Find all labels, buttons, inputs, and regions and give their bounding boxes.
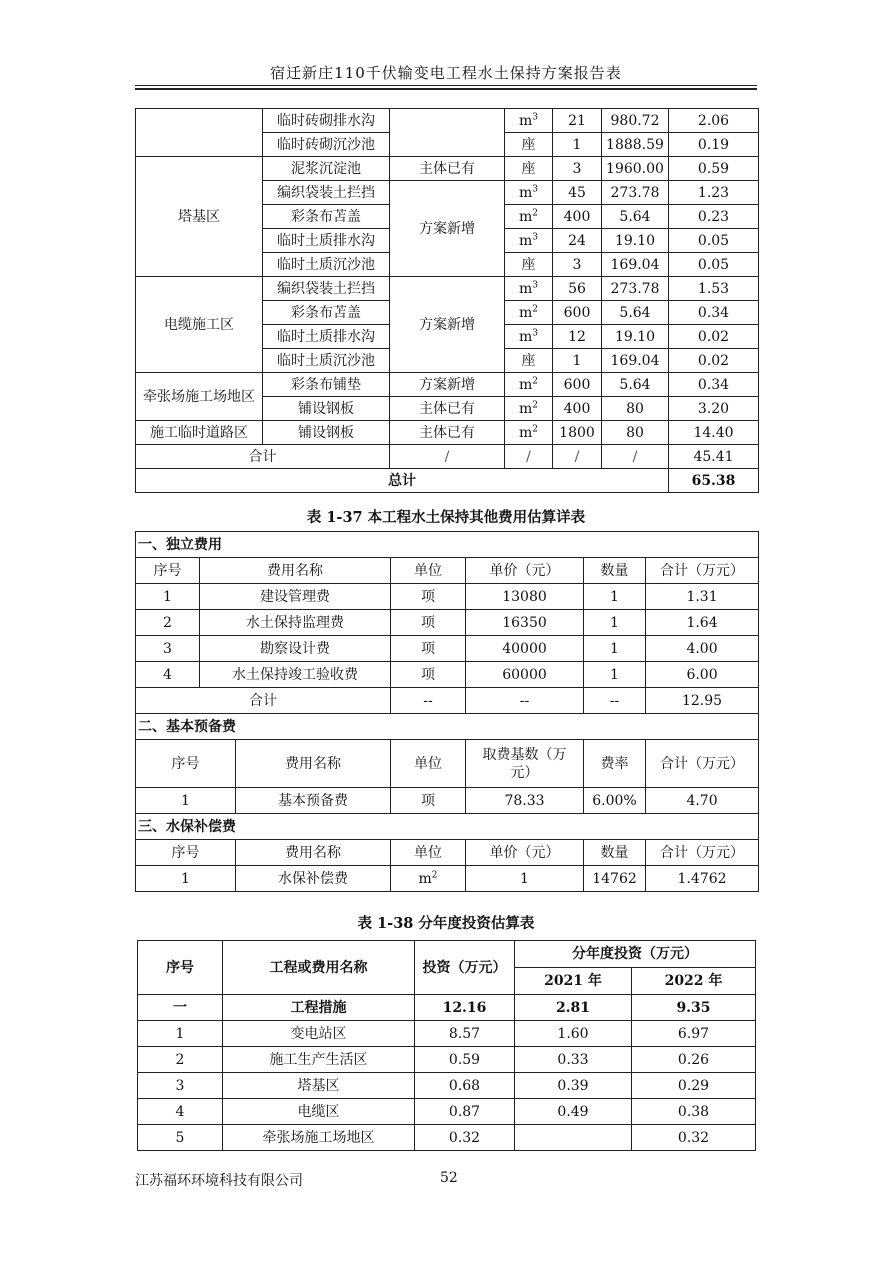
col-header-2021: 2021 年 bbox=[515, 968, 632, 995]
measure-name: 临时土质排水沟 bbox=[263, 229, 390, 253]
col-header-unit: 单位 bbox=[391, 558, 466, 584]
cost-sum: 1.4762 bbox=[646, 866, 759, 892]
unit-cell: $m^3$ bbox=[505, 229, 553, 253]
col-header-sum: 合计（万元） bbox=[646, 740, 759, 788]
cost-cell: 0.02 bbox=[669, 349, 759, 373]
investment-row bbox=[138, 1047, 756, 1073]
area-cell bbox=[136, 109, 263, 157]
inv-name: 牵张场施工场地区 bbox=[223, 1125, 415, 1151]
unit-price-cell: 1960.00 bbox=[602, 157, 669, 181]
cost-sum: 4.70 bbox=[646, 788, 759, 814]
slash-cell: / bbox=[553, 445, 602, 469]
cost-unit: 项 bbox=[391, 636, 466, 662]
col-header-qty: 数量 bbox=[584, 558, 646, 584]
quantity-cell: 1 bbox=[553, 349, 602, 373]
inv-investment: 0.87 bbox=[415, 1099, 515, 1125]
cost-qty: 1 bbox=[584, 662, 646, 688]
total-value: 65.38 bbox=[669, 469, 759, 493]
measure-name: 临时土质沉沙池 bbox=[263, 349, 390, 373]
section-title-contingency: 二、基本预备费 bbox=[136, 714, 759, 740]
area-cell: 牵张场施工场地区 bbox=[136, 373, 263, 421]
quantity-cell: 600 bbox=[553, 301, 602, 325]
inv-name: 工程措施 bbox=[223, 995, 415, 1021]
measure-row bbox=[136, 157, 759, 181]
cost-row bbox=[136, 788, 759, 814]
cost-sum: 1.31 bbox=[646, 584, 759, 610]
cost-name: 勘察设计费 bbox=[200, 636, 391, 662]
cost-cell: 1.23 bbox=[669, 181, 759, 205]
measure-name: 临时砖砌沉沙池 bbox=[263, 133, 390, 157]
cost-sum: 6.00 bbox=[646, 662, 759, 688]
cost-name: 水保补偿费 bbox=[236, 866, 391, 892]
cost-cell: 0.34 bbox=[669, 373, 759, 397]
unit-cell: 座 bbox=[505, 253, 553, 277]
inv-name: 施工生产生活区 bbox=[223, 1047, 415, 1073]
measure-name: 编织袋装土拦挡 bbox=[263, 181, 390, 205]
footer-company: 江苏福环环境科技有限公司 bbox=[135, 1173, 303, 1189]
header-row bbox=[138, 941, 756, 968]
cost-price: 40000 bbox=[466, 636, 584, 662]
source-cell: 主体已有 bbox=[390, 421, 505, 445]
sum-price: -- bbox=[466, 688, 584, 714]
row-no: 3 bbox=[136, 636, 200, 662]
investment-row bbox=[138, 1021, 756, 1047]
inv-y2021: 0.39 bbox=[515, 1073, 632, 1099]
area-cell: 塔基区 bbox=[136, 157, 263, 277]
col-header-name: 工程或费用名称 bbox=[223, 941, 415, 995]
unit-price-cell: 5.64 bbox=[602, 373, 669, 397]
quantity-cell: 12 bbox=[553, 325, 602, 349]
inv-no: 2 bbox=[138, 1047, 223, 1073]
source-cell: 主体已有 bbox=[390, 397, 505, 421]
cost-price: 13080 bbox=[466, 584, 584, 610]
other-costs-table bbox=[135, 531, 759, 892]
cost-qty: 1 bbox=[584, 610, 646, 636]
yearly-investment-table bbox=[137, 940, 756, 1151]
investment-row bbox=[138, 1125, 756, 1151]
table-1-37-caption: 表 1-37 本工程水土保持其他费用估算详表 bbox=[306, 509, 586, 526]
inv-no: 一 bbox=[138, 995, 223, 1021]
measure-row bbox=[136, 109, 759, 133]
unit-price-cell: 980.72 bbox=[602, 109, 669, 133]
inv-y2021: 0.49 bbox=[515, 1099, 632, 1125]
cost-sum: 1.64 bbox=[646, 610, 759, 636]
unit-price-cell: 80 bbox=[602, 421, 669, 445]
cost-cell: 0.34 bbox=[669, 301, 759, 325]
unit-price-cell: 19.10 bbox=[602, 325, 669, 349]
cost-row bbox=[136, 636, 759, 662]
col-header-2022: 2022 年 bbox=[632, 968, 756, 995]
col-header-price: 单价（元） bbox=[466, 840, 584, 866]
col-header-no: 序号 bbox=[136, 840, 236, 866]
cost-cell: 3.20 bbox=[669, 397, 759, 421]
quantity-cell: 24 bbox=[553, 229, 602, 253]
measure-name: 彩条布苫盖 bbox=[263, 205, 390, 229]
header-row bbox=[136, 740, 759, 788]
quantity-cell: 1800 bbox=[553, 421, 602, 445]
cost-base: 78.33 bbox=[466, 788, 584, 814]
cost-name: 基本预备费 bbox=[236, 788, 391, 814]
section-row bbox=[136, 814, 759, 840]
measure-row bbox=[136, 373, 759, 397]
source-cell: 方案新增 bbox=[390, 373, 505, 397]
measure-name: 临时砖砌排水沟 bbox=[263, 109, 390, 133]
inv-no: 3 bbox=[138, 1073, 223, 1099]
measure-name: 编织袋装土拦挡 bbox=[263, 277, 390, 301]
cost-price: 16350 bbox=[466, 610, 584, 636]
col-header-name: 费用名称 bbox=[236, 840, 391, 866]
unit-price-cell: 5.64 bbox=[602, 205, 669, 229]
quantity-cell: 600 bbox=[553, 373, 602, 397]
row-no: 1 bbox=[136, 584, 200, 610]
inv-y2022: 9.35 bbox=[632, 995, 756, 1021]
unit-cell: $m^3$ bbox=[505, 109, 553, 133]
col-header-no: 序号 bbox=[138, 941, 223, 995]
col-header-unit: 单位 bbox=[391, 740, 466, 788]
cost-qty: 1 bbox=[584, 584, 646, 610]
cost-qty: 1 bbox=[584, 636, 646, 662]
measure-row bbox=[136, 421, 759, 445]
col-header-base: 取费基数（万元） bbox=[466, 740, 584, 788]
header-row bbox=[136, 558, 759, 584]
col-header-name: 费用名称 bbox=[236, 740, 391, 788]
col-header-yearly: 分年度投资（万元） bbox=[515, 941, 756, 968]
quantity-cell: 45 bbox=[553, 181, 602, 205]
inv-investment: 8.57 bbox=[415, 1021, 515, 1047]
investment-row bbox=[138, 995, 756, 1021]
measure-name: 临时土质沉沙池 bbox=[263, 253, 390, 277]
slash-cell: / bbox=[505, 445, 553, 469]
cost-row bbox=[136, 610, 759, 636]
inv-investment: 0.32 bbox=[415, 1125, 515, 1151]
cost-cell: 0.59 bbox=[669, 157, 759, 181]
section-row bbox=[136, 714, 759, 740]
sum-sum: 12.95 bbox=[646, 688, 759, 714]
unit-cell: 座 bbox=[505, 133, 553, 157]
col-header-name: 费用名称 bbox=[200, 558, 391, 584]
unit-cell: $m^2$ bbox=[505, 301, 553, 325]
row-no: 2 bbox=[136, 610, 200, 636]
inv-no: 4 bbox=[138, 1099, 223, 1125]
cost-unit: 项 bbox=[391, 610, 466, 636]
unit-price-cell: 5.64 bbox=[602, 301, 669, 325]
sum-qty: -- bbox=[584, 688, 646, 714]
cost-price: 1 bbox=[466, 866, 584, 892]
unit-cell: $m^2$ bbox=[505, 397, 553, 421]
header-row bbox=[136, 840, 759, 866]
section-title-independent: 一、独立费用 bbox=[136, 532, 759, 558]
cost-name: 水土保持竣工验收费 bbox=[200, 662, 391, 688]
col-header-qty: 数量 bbox=[584, 840, 646, 866]
inv-y2022: 6.97 bbox=[632, 1021, 756, 1047]
cost-row bbox=[136, 662, 759, 688]
cost-cell: 0.05 bbox=[669, 253, 759, 277]
col-header-no: 序号 bbox=[136, 558, 200, 584]
cost-cell: 0.23 bbox=[669, 205, 759, 229]
unit-cell: $m^3$ bbox=[505, 277, 553, 301]
measure-name: 铺设钢板 bbox=[263, 421, 390, 445]
unit-price-cell: 273.78 bbox=[602, 277, 669, 301]
subtotal-value: 45.41 bbox=[669, 445, 759, 469]
source-cell: 方案新增 bbox=[390, 277, 505, 373]
section-row bbox=[136, 532, 759, 558]
cost-row bbox=[136, 866, 759, 892]
cost-rate: 6.00% bbox=[584, 788, 646, 814]
inv-y2022: 0.26 bbox=[632, 1047, 756, 1073]
quantity-cell: 400 bbox=[553, 397, 602, 421]
col-header-sum: 合计（万元） bbox=[646, 840, 759, 866]
investment-row bbox=[138, 1099, 756, 1125]
unit-cell: $m^3$ bbox=[505, 325, 553, 349]
col-header-sum: 合计（万元） bbox=[646, 558, 759, 584]
source-cell bbox=[390, 109, 505, 157]
col-header-no: 序号 bbox=[136, 740, 236, 788]
unit-price-cell: 1888.59 bbox=[602, 133, 669, 157]
cost-unit: 项 bbox=[391, 584, 466, 610]
inv-investment: 12.16 bbox=[415, 995, 515, 1021]
col-header-rate: 费率 bbox=[584, 740, 646, 788]
inv-no: 1 bbox=[138, 1021, 223, 1047]
cost-price: 60000 bbox=[466, 662, 584, 688]
cost-cell: 0.19 bbox=[669, 133, 759, 157]
inv-name: 变电站区 bbox=[223, 1021, 415, 1047]
unit-cell: $m^2$ bbox=[505, 373, 553, 397]
inv-y2021: 2.81 bbox=[515, 995, 632, 1021]
area-cell: 施工临时道路区 bbox=[136, 421, 263, 445]
cost-cell: 1.53 bbox=[669, 277, 759, 301]
cost-cell: 0.02 bbox=[669, 325, 759, 349]
subtotal-label: 合计 bbox=[136, 445, 390, 469]
slash-cell: / bbox=[602, 445, 669, 469]
source-cell: 主体已有 bbox=[390, 157, 505, 181]
quantity-cell: 1 bbox=[553, 133, 602, 157]
measure-row bbox=[136, 277, 759, 301]
quantity-cell: 400 bbox=[553, 205, 602, 229]
row-no: 4 bbox=[136, 662, 200, 688]
col-header-price: 单价（元） bbox=[466, 558, 584, 584]
subtotal-row bbox=[136, 445, 759, 469]
cost-qty: 14762 bbox=[584, 866, 646, 892]
inv-y2022: 0.38 bbox=[632, 1099, 756, 1125]
total-label: 总计 bbox=[136, 469, 669, 493]
row-no: 1 bbox=[136, 866, 236, 892]
cost-row bbox=[136, 584, 759, 610]
unit-price-cell: 273.78 bbox=[602, 181, 669, 205]
cost-name: 水土保持监理费 bbox=[200, 610, 391, 636]
unit-cell: $m^2$ bbox=[505, 205, 553, 229]
page-header: 宿迁新庄110千伏输变电工程水土保持方案报告表 bbox=[270, 64, 622, 82]
slash-cell: / bbox=[390, 445, 505, 469]
cost-unit: 项 bbox=[391, 788, 466, 814]
measures-table bbox=[135, 108, 759, 493]
measure-name: 铺设钢板 bbox=[263, 397, 390, 421]
investment-row bbox=[138, 1073, 756, 1099]
total-row bbox=[136, 469, 759, 493]
measure-name: 彩条布苫盖 bbox=[263, 301, 390, 325]
unit-cell: 座 bbox=[505, 157, 553, 181]
unit-cell: $m^3$ bbox=[505, 181, 553, 205]
inv-y2021: 0.33 bbox=[515, 1047, 632, 1073]
header-rule bbox=[135, 85, 757, 86]
inv-name: 电缆区 bbox=[223, 1099, 415, 1125]
area-cell: 电缆施工区 bbox=[136, 277, 263, 373]
section-title-compensation: 三、水保补偿费 bbox=[136, 814, 759, 840]
inv-y2022: 0.29 bbox=[632, 1073, 756, 1099]
header-rule-thick bbox=[135, 88, 757, 90]
row-no: 1 bbox=[136, 788, 236, 814]
table-1-38-caption: 表 1-38 分年度投资估算表 bbox=[357, 915, 535, 932]
sum-unit: -- bbox=[391, 688, 466, 714]
measure-name: 彩条布铺垫 bbox=[263, 373, 390, 397]
quantity-cell: 3 bbox=[553, 253, 602, 277]
inv-name: 塔基区 bbox=[223, 1073, 415, 1099]
inv-no: 5 bbox=[138, 1125, 223, 1151]
unit-price-cell: 19.10 bbox=[602, 229, 669, 253]
inv-y2021: 1.60 bbox=[515, 1021, 632, 1047]
measure-name: 泥浆沉淀池 bbox=[263, 157, 390, 181]
page-number: 52 bbox=[440, 1170, 458, 1186]
sum-label: 合计 bbox=[136, 688, 391, 714]
sum-row bbox=[136, 688, 759, 714]
unit-price-cell: 169.04 bbox=[602, 349, 669, 373]
col-header-unit: 单位 bbox=[391, 840, 466, 866]
inv-y2022: 0.32 bbox=[632, 1125, 756, 1151]
unit-price-cell: 169.04 bbox=[602, 253, 669, 277]
measure-name: 临时土质排水沟 bbox=[263, 325, 390, 349]
inv-investment: 0.59 bbox=[415, 1047, 515, 1073]
col-header-investment: 投资（万元） bbox=[415, 941, 515, 995]
unit-cell: 座 bbox=[505, 349, 553, 373]
inv-y2021 bbox=[515, 1125, 632, 1151]
quantity-cell: 3 bbox=[553, 157, 602, 181]
source-cell: 方案新增 bbox=[390, 181, 505, 277]
cost-unit: 项 bbox=[391, 662, 466, 688]
quantity-cell: 21 bbox=[553, 109, 602, 133]
cost-cell: 2.06 bbox=[669, 109, 759, 133]
cost-name: 建设管理费 bbox=[200, 584, 391, 610]
unit-cell: $m^2$ bbox=[505, 421, 553, 445]
unit-price-cell: 80 bbox=[602, 397, 669, 421]
cost-cell: 0.05 bbox=[669, 229, 759, 253]
cost-unit: $m^2$ bbox=[391, 866, 466, 892]
cost-sum: 4.00 bbox=[646, 636, 759, 662]
cost-cell: 14.40 bbox=[669, 421, 759, 445]
inv-investment: 0.68 bbox=[415, 1073, 515, 1099]
quantity-cell: 56 bbox=[553, 277, 602, 301]
